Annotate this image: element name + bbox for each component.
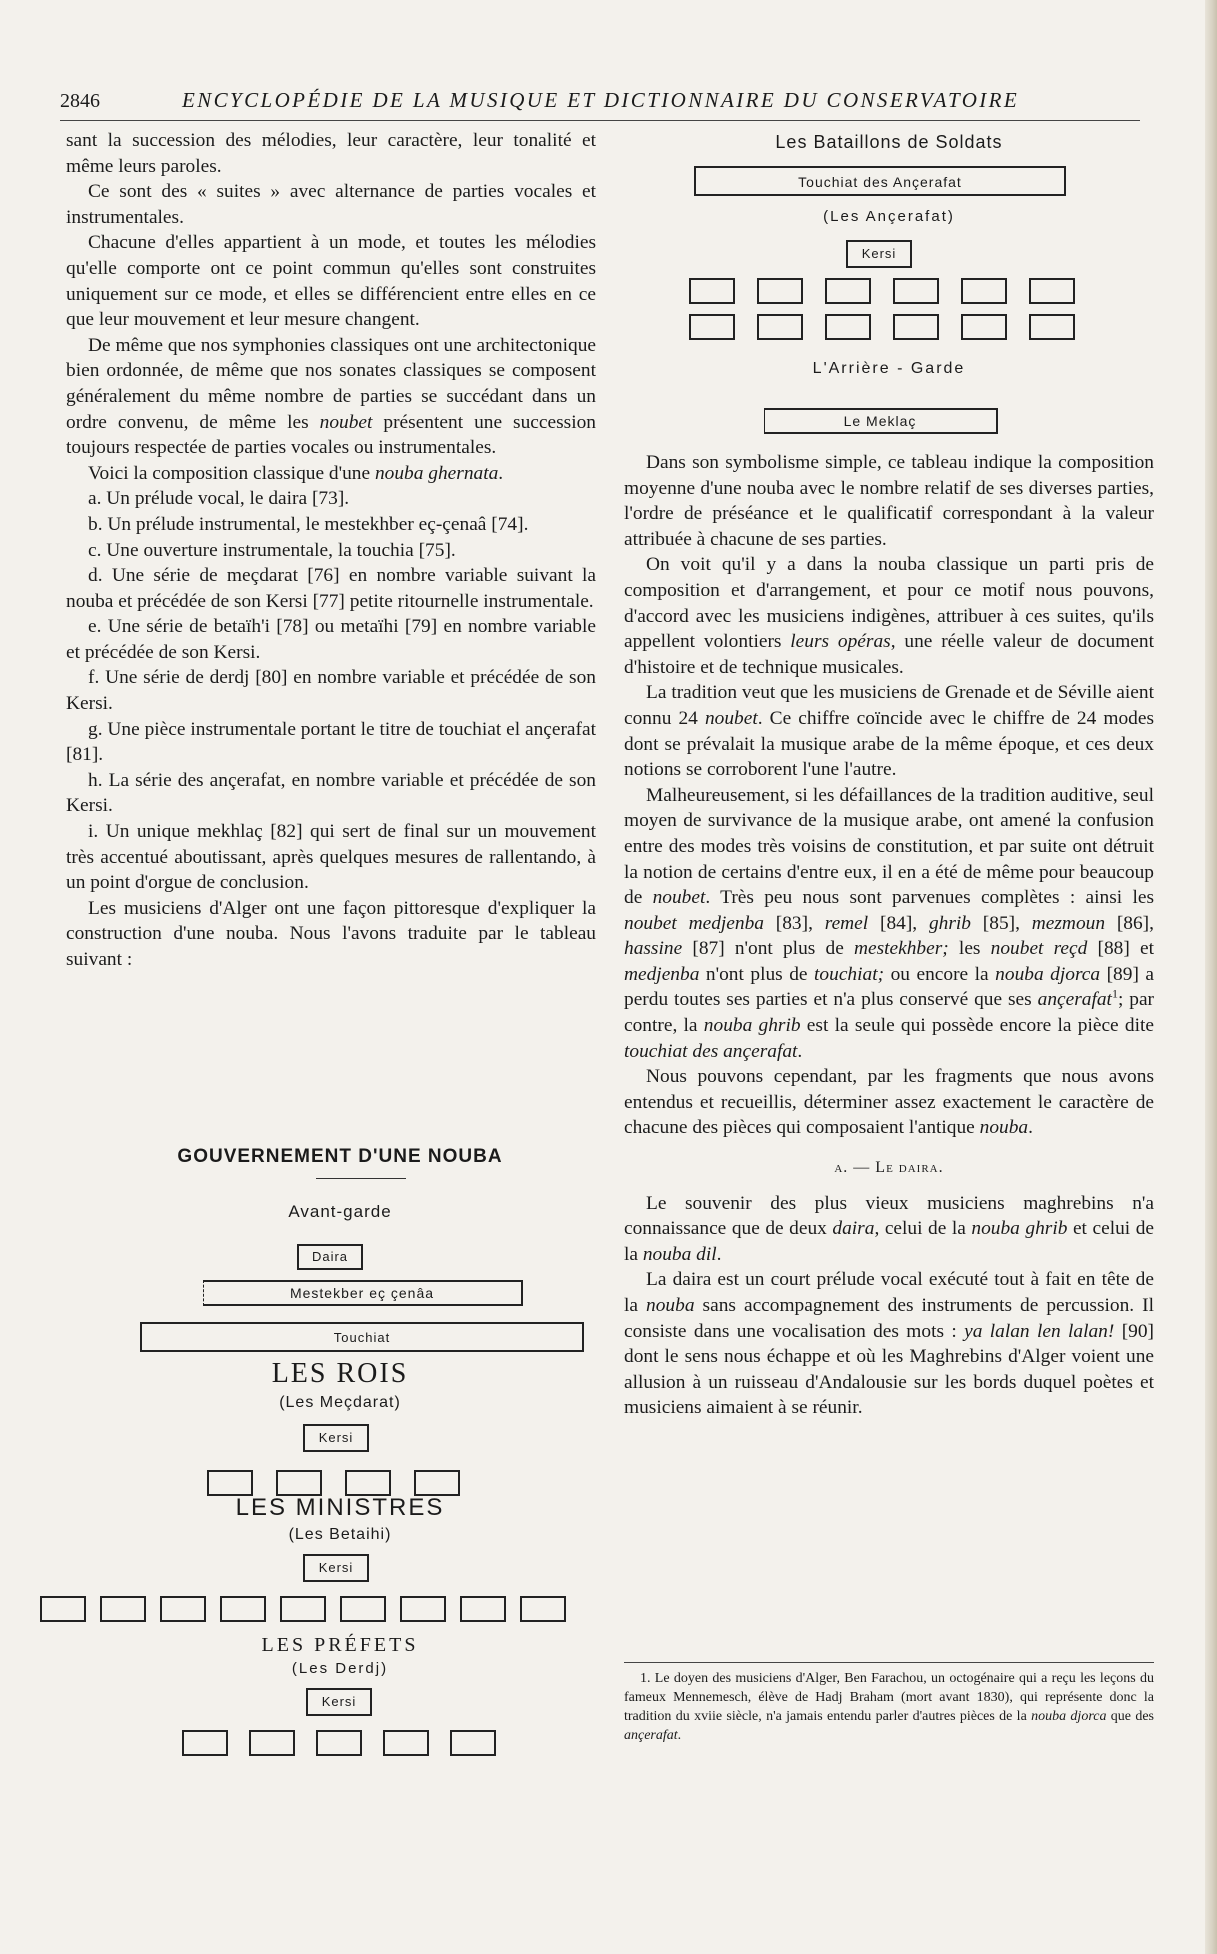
prefets-heading: LES PRÉFETS	[261, 1634, 419, 1656]
text-run: sans accompagnement des instruments de percussion. Il consiste dans une vocalisation des mots :	[624, 1295, 1155, 1342]
text-run: .	[1028, 1117, 1033, 1139]
meklac-box	[764, 408, 998, 434]
text-run-italic: medjenba	[624, 963, 700, 985]
text-run: ou encore la	[884, 963, 996, 985]
text-run-italic: leurs opéras	[790, 631, 891, 653]
text-run-italic: ghrib	[928, 912, 971, 934]
text-run: .	[677, 1728, 682, 1743]
footnote-text	[624, 1669, 1154, 1745]
list-item: b. Un prélude instrumental, le mestekhber eç-çenaâ [74].	[88, 513, 529, 535]
paragraph	[624, 1267, 1154, 1421]
minister-box	[160, 1596, 206, 1622]
soldier-box	[689, 278, 735, 304]
paragraph: sant la succession des mélodies, leur caractère, leur tonalité et même leurs paroles.	[66, 130, 596, 177]
kersi-box	[303, 1554, 369, 1582]
paragraph: Les musiciens d'Alger ont une façon pittoresque d'expliquer la construction d'une nouba. Nous l'avons traduite par le tableau suivant :	[66, 897, 596, 970]
text-run: que des	[1106, 1709, 1154, 1724]
running-header	[60, 86, 1140, 121]
text-run: , celui de la	[874, 1218, 972, 1240]
text-run-italic: ançerafat	[1037, 989, 1112, 1011]
text-run-italic: nouba	[979, 1117, 1029, 1139]
paragraph	[624, 1064, 1154, 1141]
soldier-box	[1029, 314, 1075, 340]
text-run-italic: touchiat des ançerafat	[624, 1040, 798, 1062]
text-run: .	[797, 1040, 803, 1062]
list-item: c. Une ouverture instrumentale, la touchia [75].	[88, 539, 456, 561]
text-run-italic: ya lalan len lalan!	[964, 1320, 1115, 1342]
text-run: Voici la composition classique d'une	[88, 462, 375, 484]
text-run: Malheureusement, si les défaillances de la tradition auditive, seul moyen de survivance de la musique arabe, ont amené la confusion entre des modes très voisins de constitution, et par suite ont détruit la notion de certains d'entre eux, il en a été de même pour beaucoup de	[624, 784, 1154, 909]
king-box	[207, 1470, 253, 1496]
daira-box	[297, 1244, 363, 1270]
prefect-box	[316, 1730, 362, 1756]
text-run-italic: daira	[832, 1218, 875, 1240]
nouba-diagram-left	[60, 1140, 620, 1780]
text-run: [90] dont le sens nous échappe et où les Maghrebins d'Alger voient une allusion à un ruisseau d'Andalousie sur les bords duquel poètes et musiciens aimaient à se réunir.	[624, 1320, 1154, 1419]
text-run: [89] a perdu toutes ses parties et n'a plus conservé que ses	[624, 963, 1155, 1011]
meklac-label: Le Meklaç	[843, 413, 917, 429]
soldier-box	[893, 278, 939, 304]
prefect-box	[182, 1730, 228, 1756]
page-binding-edge	[1205, 0, 1217, 1954]
text-run: . Ce chiffre coïncide avec le chiffre de 24 modes dont se prévalait la musique arabe de la même époque, et ces deux notions se corroborent l'une l'autre.	[624, 707, 1154, 781]
kersi-box	[306, 1688, 372, 1716]
bataillons-heading: Les Bataillons de Soldats	[775, 132, 1003, 152]
running-title: ENCYCLOPÉDIE DE LA MUSIQUE ET DICTIONNAIRE DU CONSERVATOIRE	[182, 88, 1020, 112]
text-run-italic: noubet	[652, 887, 706, 909]
kersi-box	[303, 1424, 369, 1452]
text-run-italic: nouba djorca	[995, 963, 1101, 985]
touchiat-box	[140, 1322, 584, 1352]
prefect-box	[249, 1730, 295, 1756]
kersi-label: Kersi	[861, 246, 897, 261]
text-run: ; par contre, la	[624, 989, 1155, 1037]
text-run-italic: noubet medjenba	[624, 912, 764, 934]
text-run: n'ont plus de	[699, 963, 815, 985]
text-run: [86],	[1105, 912, 1154, 934]
text-run-italic: nouba ghrib	[703, 1015, 801, 1037]
text-run-italic: noubet	[319, 411, 373, 433]
list-item: f. Une série de derdj [80] en nombre variable et précédée de son Kersi.	[66, 667, 596, 715]
text-run-italic: touchiat;	[814, 963, 885, 985]
text-run: .	[716, 1243, 722, 1265]
minister-box	[460, 1596, 506, 1622]
kersi-label: Kersi	[318, 1430, 354, 1445]
list-item: e. Une série de betaïh'i [78] ou metaïhi [79] en nombre variable et précédée de son Kersi.	[66, 616, 596, 663]
text-run: , une réelle valeur de document d'histoire et de technique musicales.	[624, 631, 1154, 678]
paragraph	[66, 461, 596, 487]
footnote	[624, 1662, 1154, 1745]
soldier-box	[1029, 278, 1075, 304]
kersi-label: Kersi	[321, 1694, 357, 1709]
text-run: La tradition veut que les musiciens de Grenade et de Séville aient connu 24	[624, 682, 1154, 729]
soldier-box	[825, 278, 871, 304]
text-run: [85],	[971, 912, 1032, 934]
text-run: [88] et	[1087, 938, 1154, 960]
text-run: [87] n'ont plus de	[682, 938, 854, 960]
king-box	[276, 1470, 322, 1496]
soldier-box	[893, 314, 939, 340]
text-run: les	[948, 938, 991, 960]
avant-garde-label: Avant-garde	[288, 1202, 392, 1221]
rois-heading: LES ROIS	[271, 1358, 409, 1389]
paragraph	[624, 680, 1154, 782]
touchiat-label: Touchiat	[333, 1330, 391, 1345]
text-run-italic: nouba djorca	[1031, 1709, 1107, 1724]
soldier-box	[757, 278, 803, 304]
minister-box	[220, 1596, 266, 1622]
rois-subheading: (Les Meçdarat)	[279, 1394, 401, 1411]
text-run: et celui de la	[624, 1218, 1154, 1265]
text-run: [84],	[868, 912, 929, 934]
king-box	[414, 1470, 460, 1496]
soldier-box	[757, 314, 803, 340]
soldier-box	[689, 314, 735, 340]
minister-box	[520, 1596, 566, 1622]
paragraph: Ce sont des « suites » avec alternance de parties vocales et instrumentales.	[66, 181, 596, 228]
minister-box	[340, 1596, 386, 1622]
section-heading: a. — Le daira.	[834, 1159, 944, 1177]
footnote-marker: 1	[1111, 987, 1118, 1001]
text-run-italic: nouba ghernata	[374, 462, 499, 484]
kersi-label: Kersi	[318, 1560, 354, 1575]
text-run: est la seule qui possède encore la pièce dite	[800, 1015, 1154, 1037]
prefets-subheading: (Les Derdj)	[291, 1660, 389, 1677]
paragraph	[624, 552, 1154, 680]
text-run-italic: nouba	[646, 1295, 695, 1316]
ministres-heading: LES MINISTRES	[235, 1494, 445, 1521]
mestekber-label: Mestekber eç çenâa	[289, 1285, 435, 1301]
title-rule	[316, 1178, 406, 1179]
text-run: Le souvenir des plus vieux musiciens maghrebins n'a connaissance que de deux	[624, 1192, 1154, 1240]
prefect-box	[450, 1730, 496, 1756]
minister-box	[400, 1596, 446, 1622]
page-number: 2846	[60, 90, 100, 112]
minister-box	[100, 1596, 146, 1622]
diagram-title: GOUVERNEMENT D'UNE NOUBA	[177, 1146, 503, 1167]
text-run: La daira est un court prélude vocal exécuté tout à fait en tête de la	[624, 1269, 1154, 1316]
text-run-italic: hassine	[624, 938, 683, 960]
touchiat-ancerafat-box	[694, 166, 1066, 196]
text-run: présentent une succession toujours respectée de parties vocales ou instrumentales.	[66, 411, 596, 459]
left-column	[66, 128, 596, 973]
text-run: [83],	[763, 912, 825, 934]
text-run-italic: nouba ghrib	[971, 1218, 1068, 1240]
text-run: . Très peu nous sont parvenues complètes : ainsi les	[705, 887, 1154, 909]
text-run-italic: mezmoun	[1031, 912, 1106, 934]
text-run: Nous pouvons cependant, par les fragments que nous avons entendus et recueillis, déterminer assez exactement le caractère de chacune des pièces qui composaient l'antique	[624, 1066, 1154, 1139]
text-run: On voit qu'il y a dans la nouba classique un parti pris de composition et d'arrangement, et pour ce motif nous pouvons, d'accord avec les musiciens indigènes, attribuer à ces suites, qu'ils appellent volontiers	[624, 554, 1154, 653]
text-run-italic: nouba dil	[642, 1243, 717, 1265]
text-run: De même que nos symphonies classiques ont une architectonique bien ordonnée, de même que nos sonates classiques se composent généralement du même nombre de parties se succédant dans un ordre convenu, de même les	[66, 334, 596, 433]
paragraph	[66, 333, 596, 461]
text-run: .	[498, 462, 504, 484]
soldier-box	[961, 314, 1007, 340]
text-run-italic: ançerafat	[624, 1728, 678, 1743]
touchiat-ancerafat-label: Touchiat des Ançerafat	[798, 174, 962, 190]
mestekber-box	[203, 1280, 523, 1306]
text-run-italic: noubet reçd	[990, 938, 1088, 960]
paragraph: Chacune d'elles appartient à un mode, et toutes les mélodies qu'elle comporte ont ce point commun qu'elles sont construites uniquement sur ce mode, et elles se différencient entre elles en ce que leur mouvement et leur mesure changent.	[66, 232, 596, 331]
text-run-italic: noubet	[704, 707, 758, 729]
king-box	[345, 1470, 391, 1496]
text-run-italic: mestekhber;	[853, 938, 949, 960]
list-item: g. Une pièce instrumentale portant le titre de touchiat el ançerafat [81].	[66, 718, 596, 766]
arriere-garde-label: L'Arrière - Garde	[812, 360, 966, 377]
paragraph	[624, 1191, 1154, 1268]
minister-box	[280, 1596, 326, 1622]
text-run: 1. Le doyen des musiciens d'Alger, Ben Farachou, un octogénaire qui a reçu les leçons du fameux Mennemesch, élève de Hadj Braham (mort avant 1830), qui représente donc la tradition du xviie siècle, n'a jamais entendu parler d'autres pièces de la	[624, 1671, 1154, 1724]
list-item: a. Un prélude vocal, le daira [73].	[88, 488, 350, 510]
paragraph: Dans son symbolisme simple, ce tableau indique la composition moyenne d'une nouba avec le nombre relatif de ses diverses parties, l'ordre de préséance et le qualificatif correspondant à la valeur attribuée à chacune de ses parties.	[624, 452, 1154, 550]
nouba-diagram-right	[624, 128, 1154, 448]
list-item: i. Un unique mekhlaç [82] qui sert de final sur un mouvement très accentué aboutissant, après quelques mesures de rallentando, à un point d'orgue de conclusion.	[66, 821, 596, 894]
list-item: d. Une série de meçdarat [76] en nombre variable suivant la nouba et précédée de son Kersi [77] petite ritournelle instrumentale.	[66, 565, 596, 612]
text-run-italic: remel	[824, 912, 869, 934]
ancerafat-subheading: (Les Ançerafat)	[823, 208, 955, 225]
soldier-box	[961, 278, 1007, 304]
list-item: h. La série des ançerafat, en nombre variable et précédée de son Kersi.	[66, 769, 596, 817]
right-column	[624, 450, 1154, 1421]
paragraph	[624, 783, 1154, 1065]
soldier-box	[825, 314, 871, 340]
ministres-subheading: (Les Betaihi)	[288, 1526, 392, 1543]
minister-box	[40, 1596, 86, 1622]
prefect-box	[383, 1730, 429, 1756]
daira-label: Daira	[311, 1249, 349, 1264]
kersi-box	[846, 240, 912, 268]
